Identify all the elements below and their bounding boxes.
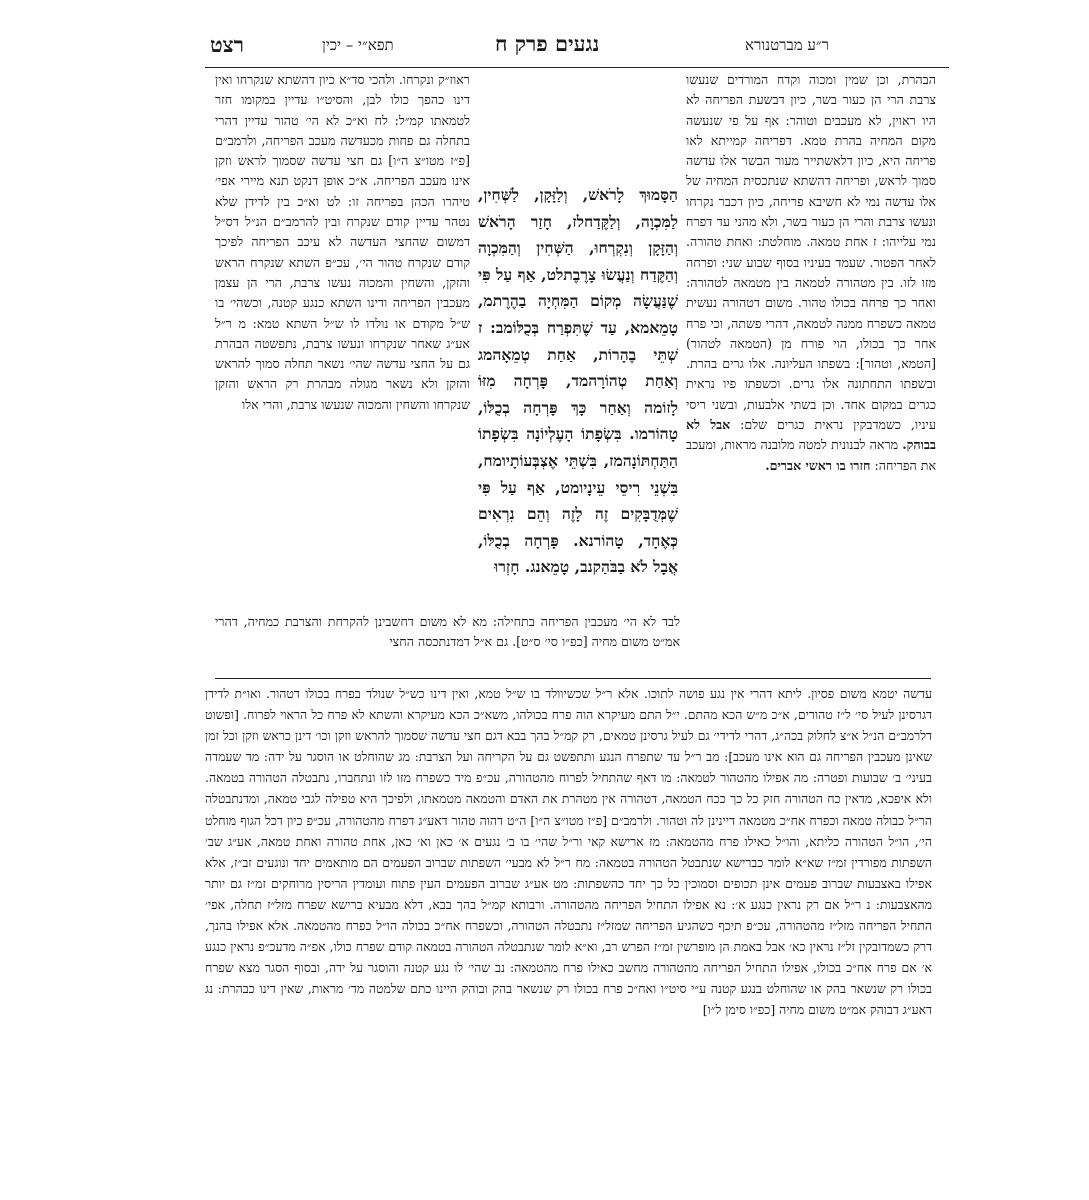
bottom-commentary	[205, 683, 932, 1021]
chapter-title: נגעים פרק ח	[495, 31, 600, 56]
section-divider	[215, 678, 931, 679]
mishnah-text: הַסָּמוּךְ לָרֹאשׁ, וְלַזָּקָן, לַשְּׁחִין, לַמִּכְוָה, וְלַקֶּדַחלז, חָזַר הָרֹאשׁ וְהַזָּקָן וְנִקְרְחוּ, הַשְּׁחִין וְהַמִּכְוָה וְהַקֶּדַח וְנַעֲשׂוּ צָרֶבֶתלט, אַף עַל פִּי שֶׁנַּעֲשָׂה מְקוֹם הַמִּחְיָה בַהֶרֶתמ, טָמֵאמא, עַד שֶׁתִּפְרַח בְּכֻלּוֹמב: ז שְׁתֵּי בֶהָרוֹת, אַחַת טְמֵאָהמג וְאַחַת טְהוֹרָהמד, פָּרְחָה מִזּוֹ לָזוֹמה וְאַחַר כָּךְ פָּרְחָה בְכֻלּוֹ, טָהוֹרמו. בִּשְׂפָתוֹ הָעֶלְיוֹנָה בִּשְׂפָתוֹ הַתַּחְתּוֹנָהמז, בִּשְׁתֵּי אֶצְבְּעוֹתָיומח, בִּשְׁנֵי רִיסֵי עֵינָיומט, אַף עַל פִּי שֶׁמְּדֻבָּקִים זֶה לָזֶה וְהֵם נִרְאִים כְּאֶחָד, טָהוֹרנא. פָּרְחָה בְכֻלּוֹ, אֲבָל לֹא בַבֹּהַקנב, טָמֵאנג. חָזְרוּ	[478, 185, 678, 577]
commentary-title: ר״ע מברטנורא	[745, 36, 829, 54]
bartenura-column	[686, 70, 936, 476]
header-rule	[205, 67, 949, 68]
continuation-text: לבד לא הי׳ מעכבין הפריחה בתחילה: מא לא משום דחשבינן להקרחת והצרבת כמחיה, דהרי אמ״ט משום מחיה [כפ״ו סי׳ ס״ט]. גם א״ל דמדנתכסה החצי	[215, 614, 680, 650]
bartenura-tail: מראה לבנונית למטה מלובנה מראות, ומעכב את הפריחה:	[686, 437, 936, 473]
bartenura-last-heading: חזרו בו ראשי אברים.	[765, 457, 871, 473]
page-number: רצט	[210, 32, 245, 57]
tiferet-yisrael-text: ראוז״ק ונקרחו. ולהכי סד״א כיון דהשתא שנקרחו ואין דינו כהפך כולו לבן, והסיט״ו עדיין במקומו חזר לטמאתו קמ״ל: לח וא״כ לא הי׳ טהור עדיין דהרי בתחלה גם פחות מכעדשה מעכב הפריחה, ולרמב״ם [פ״ז מטו״צ ה״ו] גם חצי עדשה שסמוך לראש וזקן אינו מעכב הפריחה. א״כ אופן דנקט תנא מיירי אפי׳ טיהרו הכהן בפריחה זו: לט וא״כ בין לדידן שלא נטהר עדיין קודם שנקרח ובין להרמב״ם הנ״ל דס״ל דמשום שהחצי העדשה לא עיכב הפריחה לפיכך קודם שנקרח טהור הי׳, עכ״פ השתא שנקרח הראש והזקן, והשחין והמכוה נעשו צרבת, הרי הן עצמן מעכבין הפריחה ודינו השתא כנגע קטנה, וכשהי׳ בו ש״ל מקודם או נולדו לו ש״ל השתא טמא: מ ר״ל אע״ג שאחר שנקרחו ונעשו צרבת, נתפשטה הבהרת גם על החצי עדשה שהי׳ נשאר תחלה סמוך להראש והזקן ולא נשאר מגולה מבהרת רק הראש והזקן שנקרחו והשחין והמכוה שנעשו צרבת, והרי אלו	[215, 72, 470, 412]
commentary-reference: תפא״י – יכין	[322, 36, 394, 54]
mishnah-text-column	[478, 182, 678, 581]
bartenura-bold-tail: אבל לא בבוהק.	[686, 417, 936, 453]
bottom-commentary-text: עדשה יטמא משום פסיון. ליתא דהרי אין נגע פושה לתוכו. אלא ר״ל שכשיוולד בו ש״ל טמא, ואין דינו כש״ל שנולד בפרח בכולו דטהור. ואו״ת לדידן דגרסינן לעיל סי׳ ל״ז טהורים, א״כ מ״ש הכא מהתם. י״ל התם מעיקרא הוה פרח בכולהו, משא״כ הכא מעיקרא והשתא לא פרח כל הראוי לפרוח. [ופשוט דלרמב״ם הנ״ל א״צ לחלוק בכה״ג, דהרי לדידי׳ גם לעיל גרסינן טמאים, רק קמ״ל בהך בבא דגם חצי עדשה שסמוך להראש וזקן וכו׳ דינן כראש וזקן וכל זמן שאינן מעכבין הפריחה גם הוא אינו מעכב]: מב ר״ל עד שתפרח הנגע ותתפשט גם על הקריחה ועל הצרבת: מג שהוחלט או הוסגר על ידה: מד שעמדה בעיני׳ ב׳ שבועות ופטרה: מה אפילו מהטהור לטמאה: מו דאף שהתחיל לפרוח מהטהורה, עכ״פ מיד כשפרח מזו לזו ונתחברו, נתבטלה הטהורה בטמאה. ולא איפכא, מדאין כח הטהורה חזק כל כך ככח הטמאה, דטהורה אין מטהרת את האדם והטמאה מטמאתו, ולפיכך היא טפילה לגבי טמאה, ומדנתבטלה הר״ל כבולה טמאה וכפרח אח״כ מטמאה דיינינן לה וטהור. ולרמב״ם [פ״ז מטו״צ ה״ו] ה״ט דהוה טהור דאע״ג דפרח מהטהורה, עכ״פ כיון דכל הגוף מוחלט הי׳, הו״ל הטהורה כליתא, והו״ל כאילו פרח מהטמאה: מז ארישא קאי ור״ל שהי׳ בו ב׳ נגעים א׳ כאן וא׳ כאן, אחת טהורה ואחת טמאה, אע״ג שב׳ השפתות מפורדין זמ״ז שא״א לומר כברישא שנתבטל הטהורה בטמאה: מח ר״ל לא מבעי׳ השפתות שברוב הפעמים הם מותאמים יחד ונוגעים זב״ז, אלא אפילו באצבעות שברוב פעמים אינן תכופים וסמוכין כל כך יחד כהשפתות: מט אע״ג שברוב הפעמים העין פתוח ועומדין הריסין מרוחקים זמ״ז גם יותר מהאצבעות: נ ר״ל אם רק נראין כנגע א׳: נא אפילו התחיל הפריחה מהטהורה. ורבותא קמ״ל בהך בבא, דלא מבעיא ברישא שפרח מזל״ז תחלה, אפי׳ התחיל הפריחה מזל״ז מהטהורה, עכ״פ תיכף כשהגיע הפריחה שמזל״ז נתבטלה הטהורה, וכשפרח אח״כ בכולה הו״ל כפרח מהטמאה. אלא אפילו בהנך, דרק כשמדובקין זל״ז נראין כא׳ אבל באמת הן מופרשין זמ״ז הפרש רב, וא״א לומר שנתבטלה הטהורה בטמאה קודם שפרח כולו, אפ״ה מדעכ״פ נראין כנגע א׳ אם פרח אח״כ בכולו, אפילו התחיל הפריחה מהטהורה מחשב כאילו פרח מהטמאה: נב שהי׳ לו נגע קטנה והוסגר על ידה, ובסוף הסגר מצא שפרח בכולו רק שנשאר בהק או שהוחלט בנגע קטנה ע״י סיט״ו ואח״כ פרח בכולו רק שנשאר בהק ובוהק היינו כתם שלמטה מד׳ מראות, שאין דינו כבהרת: נג דאע״ג דבוהק אמ״ט משום מחיה [כפ״ו סימן ל״ו]	[205, 686, 932, 1018]
tiferet-yisrael-column	[215, 70, 470, 415]
tiferet-yisrael-continuation	[215, 612, 680, 653]
bartenura-text: הבהרת, וכן שמין ומכוה וקדח המורדים שנעשו צרבת הרי הן כעור בשר, כיון דבשעת הפריחה לא היו ראוין, לא מעכבים וטוהר: אף על פי שנעשה מקום המחיה בהרת טמא. דפריחה קמייתא לאו פריחה היא, כיון דלאשתייר מעור הבשר אלו עדשה סמוך לראש, ופריחה דהשתא שנתכסית המחיה של אלו עדשה נמי לא חשיבא פריחה, כיון דכבר נקרחו ונעשו צרבת והרי הן כעור בשר, ולא מהני עד דפרח נמי עלייהו: ז אחת טמאה. מוחלטת: ואחת טהורה. לאחר הפטור. שעמד בעיניו בסוף שבוע שני: ופרחה מזו לזו. בין מטהורה לטמאה בין מטמאה לטהורה: ואחר כך פרחה בכולו טהור. משום דטהורה נעשית טמאה כשפרח ממנה לטמאה, דהרי פשתה, וכי פרח אחר כך בכולו, הוי פורח מן (הטמאה לטהור) [הטמא, וטהור]: בשפתו העליונה. אלו גרים בהרת. ובשפתו התחתונה אלו גרים. וכשפתו פיו נראית כגרים במקום אחד. וכן בשתי אלבעות, ובשני ריסי עיניו, כשמדבקין נראית כגרים שלם:	[686, 72, 936, 433]
